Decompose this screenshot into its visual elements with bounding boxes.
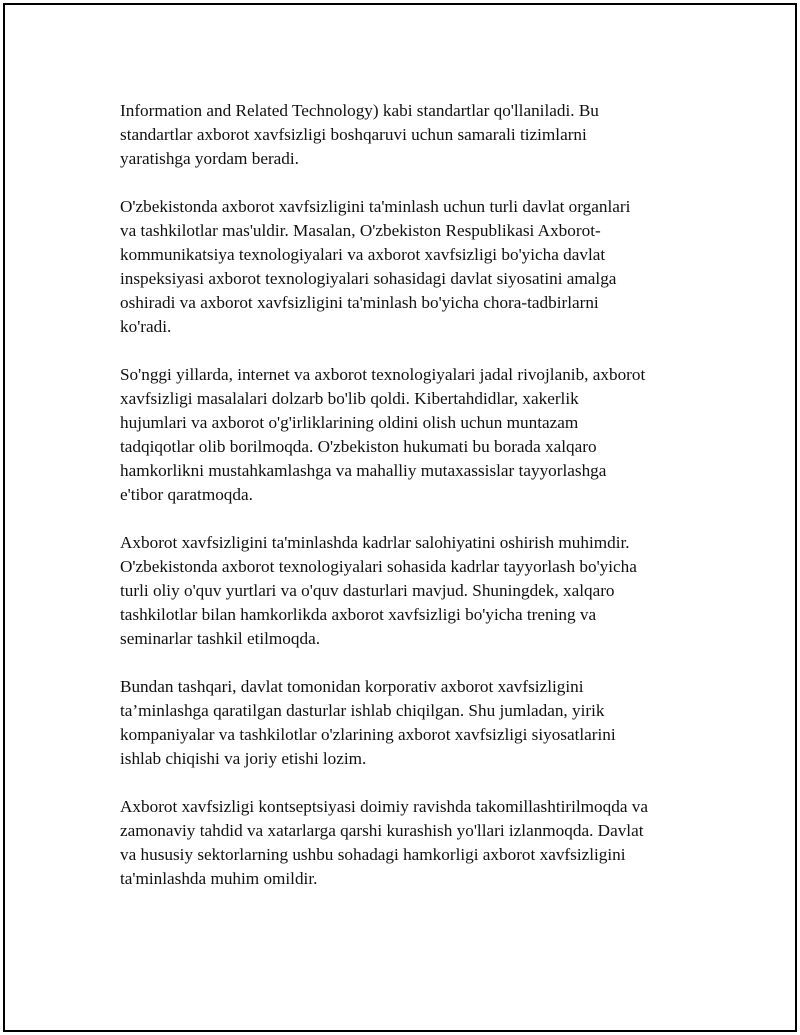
text-line: turli oliy o'quv yurtlari va o'quv dasturlari mavjud. Shuningdek, xalqaro	[120, 581, 615, 600]
text-line: hamkorlikni mustahkamlashga va mahalliy mutaxassislar tayyorlashga	[120, 461, 607, 480]
text-line: Bundan tashqari, davlat tomonidan korporativ axborot xavfsizligini	[120, 677, 584, 696]
text-line: ta'minlashda muhim omildir.	[120, 869, 318, 888]
text-line: kompaniyalar va tashkilotlar o'zlarining axborot xavfsizligi siyosatlarini	[120, 725, 616, 744]
text-line: ishlab chiqishi va joriy etishi lozim.	[120, 749, 367, 768]
paragraph-2	[120, 195, 695, 339]
text-line: standartlar axborot xavfsizligi boshqaruvi uchun samarali tizimlarni	[120, 125, 587, 144]
text-line: seminarlar tashkil etilmoqda.	[120, 629, 320, 648]
paragraph-1	[120, 99, 695, 171]
text-line: oshiradi va axborot xavfsizligini ta'minlash bo'yicha chora-tadbirlarni	[120, 293, 599, 312]
text-line: tadqiqotlar olib borilmoqda. O'zbekiston hukumati bu borada xalqaro	[120, 437, 597, 456]
document-body	[120, 99, 695, 915]
text-line: xavfsizligi masalalari dolzarb bo'lib qoldi. Kibertahdidlar, xakerlik	[120, 389, 579, 408]
text-line: ta’minlashga qaratilgan dasturlar ishlab chiqilgan. Shu jumladan, yirik	[120, 701, 605, 720]
text-line: ko'radi.	[120, 317, 172, 336]
text-line: inspeksiyasi axborot texnologiyalari sohasidagi davlat siyosatini amalga	[120, 269, 617, 288]
text-line: O'zbekistonda axborot texnologiyalari sohasida kadrlar tayyorlash bo'yicha	[120, 557, 637, 576]
paragraph-6	[120, 795, 695, 891]
document-page	[3, 3, 797, 1032]
paragraph-3	[120, 363, 695, 507]
text-line: Axborot xavfsizligini ta'minlashda kadrlar salohiyatini oshirish muhimdir.	[120, 533, 630, 552]
text-line: zamonaviy tahdid va xatarlarga qarshi kurashish yo'llari izlanmoqda. Davlat	[120, 821, 644, 840]
paragraph-5	[120, 675, 695, 771]
text-line: O'zbekistonda axborot xavfsizligini ta'minlash uchun turli davlat organlari	[120, 197, 631, 216]
text-line: kommunikatsiya texnologiyalari va axborot xavfsizligi bo'yicha davlat	[120, 245, 606, 264]
text-line: e'tibor qaratmoqda.	[120, 485, 253, 504]
text-line: yaratishga yordam beradi.	[120, 149, 299, 168]
text-line: Axborot xavfsizligi kontseptsiyasi doimiy ravishda takomillashtirilmoqda va	[120, 797, 648, 816]
text-line: tashkilotlar bilan hamkorlikda axborot xavfsizligi bo'yicha trening va	[120, 605, 597, 624]
paragraph-4	[120, 531, 695, 651]
text-line: So'nggi yillarda, internet va axborot texnologiyalari jadal rivojlanib, axborot	[120, 365, 646, 384]
text-line: va hususiy sektorlarning ushbu sohadagi hamkorligi axborot xavfsizligini	[120, 845, 626, 864]
text-line: hujumlari va axborot o'g'irliklarining oldini olish uchun muntazam	[120, 413, 579, 432]
text-line: Information and Related Technology) kabi standartlar qo'llaniladi. Bu	[120, 101, 599, 120]
text-line: va tashkilotlar mas'uldir. Masalan, O'zbekiston Respublikasi Axborot-	[120, 221, 601, 240]
